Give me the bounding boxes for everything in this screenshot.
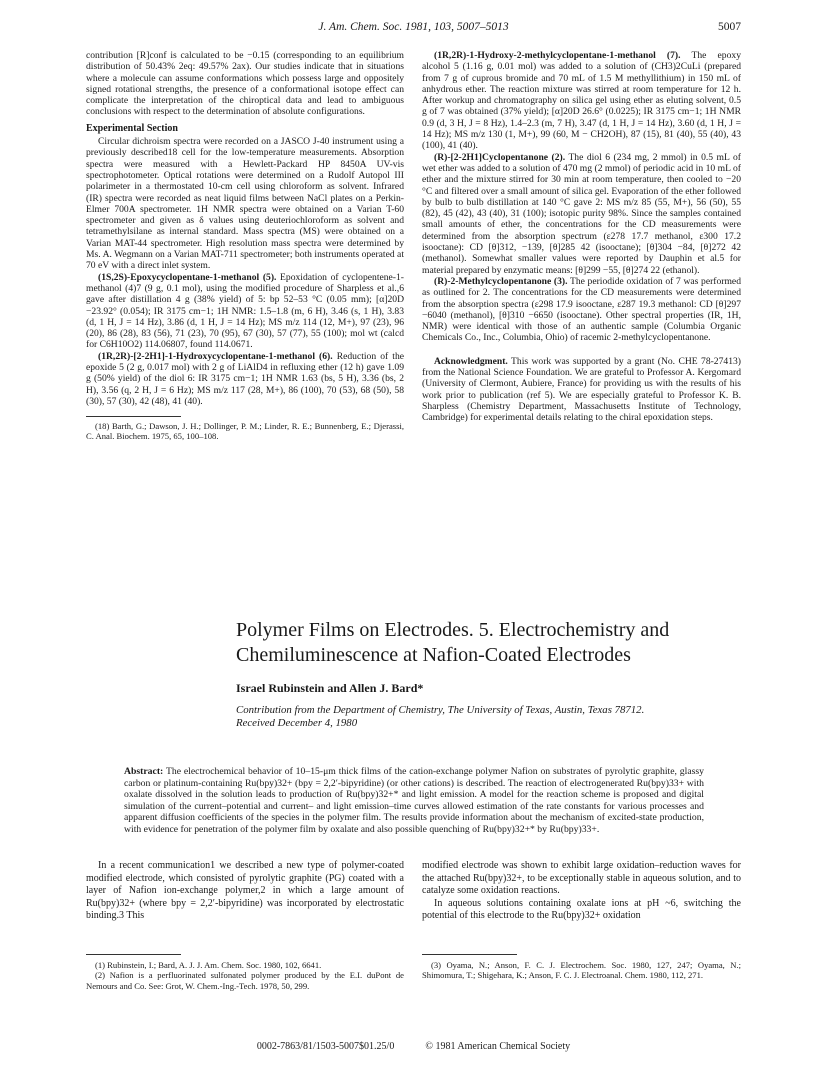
compound-7-text: The epoxy alcohol 5 (1.16 g, 0.01 mol) was added to a solution of (CH3)2CuLi (prepared from 7 g of cuprous bromide and 70 mL of 1.5 M methyllithium) in 150 mL of anhydrous ether. The reaction mixture was stirred at room temperature for 12 h. After workup and chromatography on silica gel using ether as eluting solvent, 0.5 g of 7 was obtained (37% yield); [α]20D 26.6° (0.0225); IR 3175 cm−1; 1H NMR 0.9 (d, 3 H, J = 8 Hz), 1.4–2.3 (m, 7 H), 3.47 (d, 1 H, J = 14 Hz), 3.60 (d, 1 H, J = 14 Hz); MS m/z 130 (1, M+), 99 (60, M − CH2OH), 87 (15), 81 (40), 55 (40), 43 (100), 41 (40). [422,50,741,152]
footnotes-right [422,960,741,981]
abstract-label: Abstract: [124,766,164,777]
footnote-divider [86,416,181,417]
footnote-1: (1) Rubinstein, I.; Bard, A. J. J. Am. Chem. Soc. 1980, 102, 6641. [95,960,322,970]
article-title-line-1: Polymer Films on Electrodes. 5. Electrochemistry and [236,619,670,641]
spacer [422,344,741,356]
page-footer [86,1041,741,1052]
compound-3-label: (R)-2-Methylcyclopentanone (3). [434,275,568,287]
compound-3-text: The periodide oxidation of 7 was performed as outlined for 2. The concentrations for the CD measurements were determined from the absorption spectra (ε298 17.9 isooctane, ε287 19.3 methanol: CD [θ]297 −6040 (methanol), [θ]310 −6650 (isooctane). Other spectral properties (IR, 1H, NMR) were identical with those of an authentic sample (Columbia Organic Chemicals Co., Inc., Columbia, Ohio) of racemic 2-methylcyclopentanone. [422,275,741,344]
footnote-block [86,421,404,441]
intro-right-column [422,860,741,923]
compound-5-label: (1S,2S)-Epoxycyclopentane-1-methanol (5). [98,271,277,283]
acknowledgment-label: Acknowledgment. [434,355,508,367]
compound-2-paragraph [422,152,741,276]
footer-copyright: © 1981 American Chemical Society [425,1041,571,1052]
compound-5-text: Epoxidation of cyclopentene-1-methanol (4)7 (9 g, 0.1 mol), using the modified procedure of Sharpless et al.,6 gave after distillation 4 g (38% yield) of 5: bp 52–53 °C (0.05 mm); [α]20D −23.92° (0.054); IR 3175 cm−1; 1H NMR: 1.5–1.8 (m, 6 H), 3.46 (s, 1 H), 3.83 (d, 1 H, J = 14 Hz), 3.86 (d, 1 H, J = 14 Hz); MS m/z 114 (12, M+), 97 (23), 96 (20), 86 (28), 83 (56), 71 (23), 70 (95), 67 (30), 57 (77), 55 (100); mol wt (calcd for C6H10O2) 114.06807, found 114.0671. [86,271,404,351]
compound-2-label: (R)-[2-2H1]Cyclopentanone (2). [434,151,566,163]
article-title [236,618,756,668]
abstract [124,766,704,835]
section-heading-experimental: Experimental Section [86,122,178,134]
intro-left-paragraph: In a recent communication1 we described a new type of polymer-coated modified electrode, which consisted of pyrolytic graphite (PG) coated with a layer of Nafion ion-exchange polymer,2 in which a large amount of Ru(bpy)32+ (where bpy = 2,2′-bipyridine) was incorporated by electrostatic binding.3 This [86,860,404,922]
article-title-line-2: Chemiluminescence at Nafion-Coated Electrodes [236,644,631,666]
compound-6-label: (1R,2R)-[2-2H1]-1-Hydroxycyclopentane-1-methanol (6). [98,350,333,362]
right-column [422,50,741,424]
intro-left-column [86,860,404,923]
compound-7-paragraph [422,50,741,152]
page-number: 5007 [718,21,741,33]
compound-7-label: (1R,2R)-1-Hydroxy-2-methylcyclopentane-1-methanol (7). [434,50,681,61]
received-date: Received December 4, 1980 [236,717,358,730]
compound-5-paragraph [86,272,404,351]
acknowledgment-paragraph [422,356,741,424]
intro-right-paragraph-2: In aqueous solutions containing oxalate ions at pH ~6, switching the potential of this electrode to the Ru(bpy)32+ oxidation [422,897,741,922]
running-header [86,21,741,37]
abstract-text: The electrochemical behavior of 10–15-μm thick films of the cation-exchange polymer Nafion on substrates of pyrolytic graphite, glassy carbon or platinum-containing Ru(bpy)32+ (bpy = 2,2′-bipyridine) (or other cations) is described. The reaction of electrogenerated Ru(bpy)33+ with oxalate dissolved in the solution leads to production of Ru(bpy)32+* and light emission. A model for the reaction scheme is proposed and digital simulation of the current–potential and current– and light emission–time curves allowed estimation of the rate constants for various processes and apparent diffusion coefficients of the species in the polymer film. The results provide information about the mechanism of excited-state production, with evidence for penetration of the polymer film by oxalate and also possible quenching of Ru(bpy)32+* by Ru(bpy)33+. [124,766,704,835]
footnote-2: (2) Nafion is a perfluorinated sulfonated polymer produced by the E.I. duPont de Nemours and Co. See: Grot, W. Chem.-Ing.-Tech. 1978, 50, 299. [86,970,404,991]
journal-citation: J. Am. Chem. Soc. 1981, 103, 5007–5013 [318,21,509,33]
footer-code: 0002-7863/81/1503-5007$01.25/0 [256,1041,395,1052]
footnote-divider-left [86,954,181,955]
affiliation-block [236,704,746,730]
left-column [86,50,404,442]
article-authors: Israel Rubinstein and Allen J. Bard* [236,681,424,695]
compound-3-paragraph [422,276,741,344]
compound-2-text: The diol 6 (234 mg, 2 mmol) in 0.5 mL of wet ether was added to a solution of 470 mg (2 mmol) of periodic acid in 10 mL of ether and the mixture stirred for 30 min at room temperature, then cooled to −20 °C and filtered over a small amount of silica gel. Evaporation of the ether followed by bulb to bulb distillation at 140 °C gave 2: MS m/z 85 (55, M+), 56 (50), 55 (82), 45 (42), 43 (40), 31 (100); isotopic purity 98%. Since the samples contained small amounts of ether, the concentrations for the CD measurements were determined from the absorption spectrum (ε278 17.7 methanol, ε300 17.2 isooctane): CD [θ]312, −139, [θ]285 42 (isooctane); [θ]304 −84, [θ]272 42 (methanol). Somewhat smaller values were reported by Dauphin et al.5 for material prepared by enzymatic means: [θ]299 −55, [θ]274 22 (ethanol). [422,151,741,276]
footnotes-left [86,960,404,991]
acknowledgment-text: This work was supported by a grant (No. CHE 78-27413) from the National Science Foundation. We are grateful to Professor A. Kergomard (University of Clermont, Aubiere, France) for providing us with the results of his work prior to publication (ref 5). We are especially grateful to Professor K. B. Sharpless (Chemistry Department, Massachusetts Institute of Technology, Cambridge) for experimental details relating to the chiral epoxidation steps. [422,355,741,424]
affiliation: Contribution from the Department of Chemistry, The University of Texas, Austin, Texas 78712. [236,704,645,716]
conclusion-paragraph: contribution [R]conf is calculated to be −0.15 (corresponding to an equilibrium distribution of 50.43% 2eq: 49.57% 2ax). Our studies indicate that in situations where a molecule can assume conformations which possess large and oppositely signed rotational strengths, the presence of a conformational isotope effect can complicate the interpretation of the chiroptical data and lead to ambiguous conclusions with respect to the determination of absolute configurations. [86,50,404,118]
compound-6-paragraph [86,351,404,407]
footnote-divider-right [422,954,517,955]
compound-6-text: Reduction of the epoxide 5 (2 g, 0.017 mol) with 2 g of LiAlD4 in refluxing ether (12 h) gave 1.09 g (50% yield) of the diol 6: IR 3175 cm−1; 1H NMR 1.63 (bs, 5 H), 3.36 (bs, 2 H), 3.56 (q, 2 H, J = 6 Hz); MS m/z 117 (28, M+), 86 (100), 70 (53), 68 (50), 58 (30), 57 (30), 42 (48), 41 (40). [86,350,404,407]
footnote-18: (18) Barth, G.; Dawson, J. H.; Dollinger, P. M.; Linder, R. E.; Bunnenberg, E.; Djerassi, C. Anal. Biochem. 1975, 65, 100–108. [86,421,404,442]
footnote-3: (3) Oyama, N.; Anson, F. C. J. Electrochem. Soc. 1980, 127, 247; Oyama, N.; Shimomura, T.; Shigehara, K.; Anson, F. C. J. Electroanal. Chem. 1980, 112, 271. [422,960,741,981]
intro-right-paragraph-1: modified electrode was shown to exhibit large oxidation–reduction waves for the attached Ru(bpy)32+, to be exceptionally stable in aqueous solution, and to catalyze some oxidation reactions. [422,860,741,897]
experimental-instruments-paragraph: Circular dichroism spectra were recorded on a JASCO J-40 instrument using a previously described18 cell for the low-temperature measurements. Absorption spectra were measured with a Hewlett-Packard HP 8450A UV-vis spectrophotometer. Optical rotations were determined on a Rudolf Autopol III polarimeter in a thermostated 10-cm cell using chloroform as solvent. Infrared (IR) spectra were recorded as neat liquid films between NaCl plates on a Perkin-Elmer 700A spectrometer. 1H NMR spectra were obtained on a Varian T-60 spectrometer and given as δ values using deuteriochloroform as solvent and tetramethylsilane as internal standard. Mass spectra (MS) were obtained on a Varian MAT-44 spectrometer. High resolution mass spectra were determined by Ms. A. Wegmann on a Varian MAT-711 spectrometer; both instruments operated at 70 eV with a direct inlet system. [86,136,404,272]
